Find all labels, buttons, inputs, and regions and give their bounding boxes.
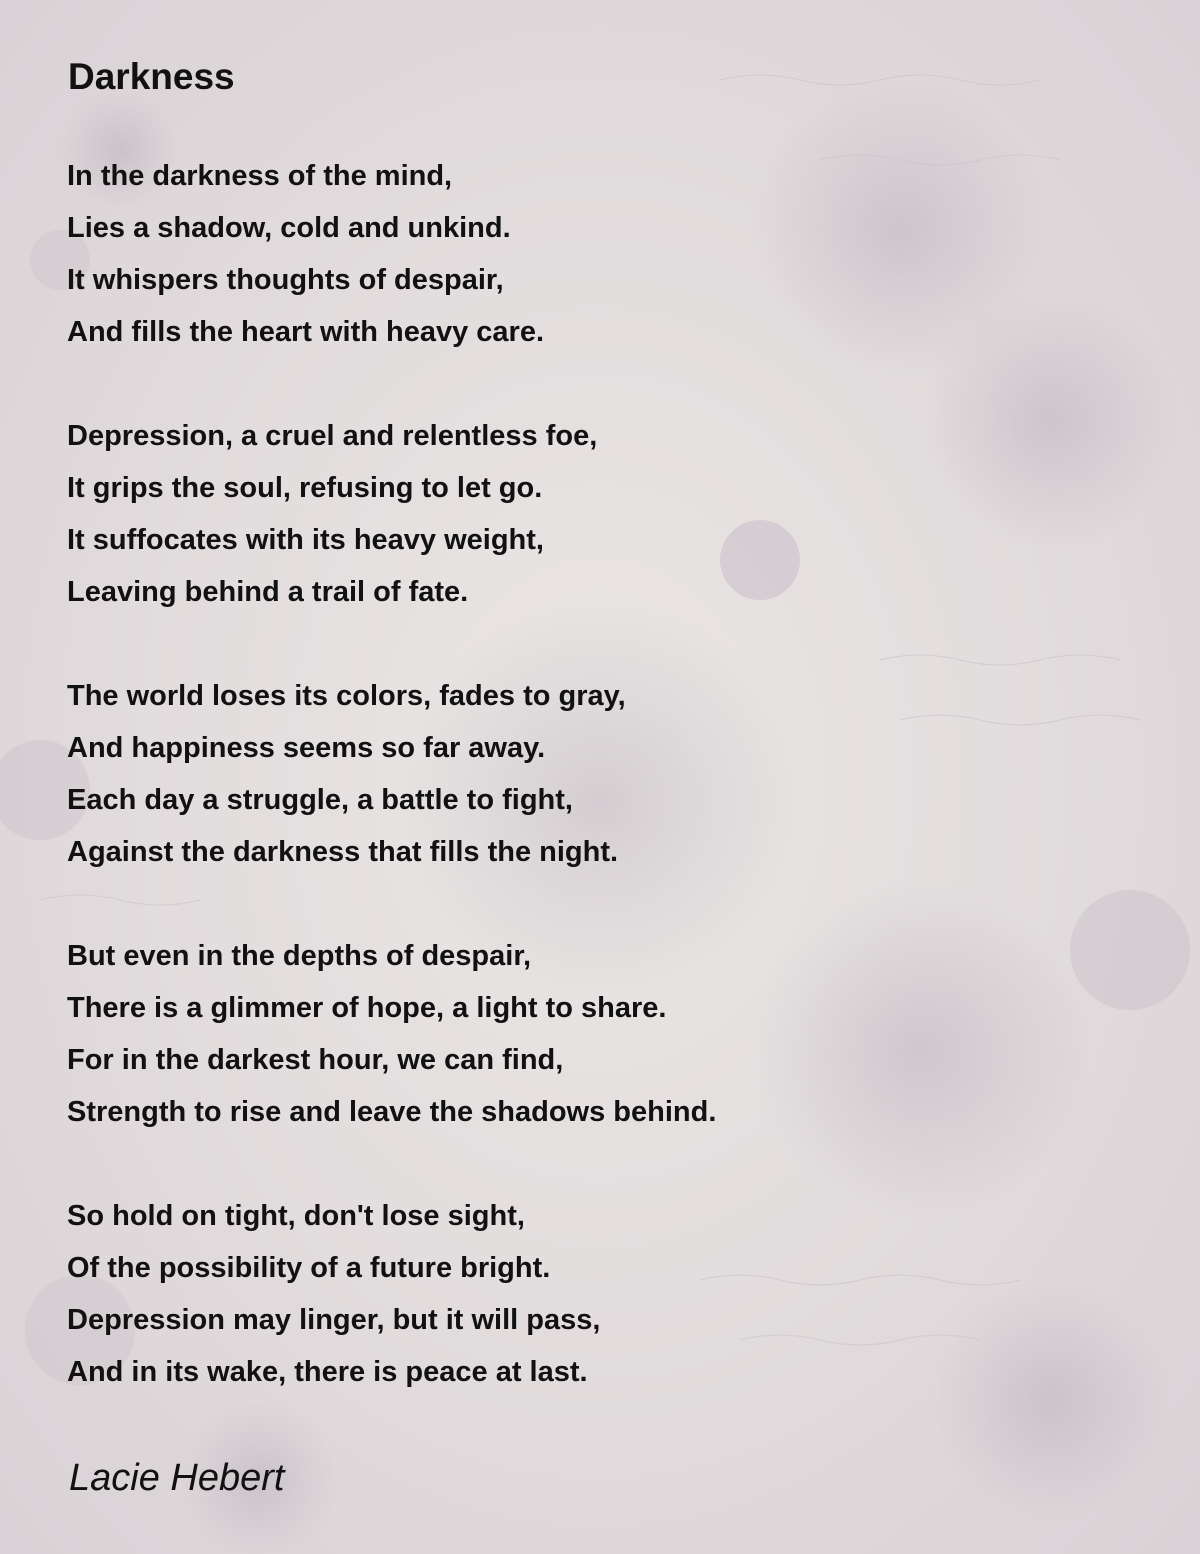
poem-line: Leaving behind a trail of fate. xyxy=(67,576,469,608)
poem-line: And in its wake, there is peace at last. xyxy=(67,1356,588,1388)
poem-line: Strength to rise and leave the shadows behind. xyxy=(67,1096,717,1128)
poem-line: Depression may linger, but it will pass, xyxy=(67,1304,601,1336)
stanza-3 xyxy=(67,670,1147,878)
poem-line: Depression, a cruel and relentless foe, xyxy=(67,420,598,452)
poem-line: The world loses its colors, fades to gray, xyxy=(67,680,626,712)
poem-line: For in the darkest hour, we can find, xyxy=(67,1044,564,1076)
poem-title: Darkness xyxy=(68,56,235,97)
poem-line: Against the darkness that fills the night. xyxy=(67,836,619,868)
stanza-2 xyxy=(67,410,1147,618)
poem-line: And fills the heart with heavy care. xyxy=(67,316,545,348)
poem-line: It suffocates with its heavy weight, xyxy=(67,524,544,556)
stanza-5 xyxy=(67,1190,1147,1398)
poem-line: Of the possibility of a future bright. xyxy=(67,1252,551,1284)
poem-line: So hold on tight, don't lose sight, xyxy=(67,1200,525,1232)
poem-line: But even in the depths of despair, xyxy=(67,940,532,972)
poem-line: It whispers thoughts of despair, xyxy=(67,264,504,296)
poem-line: Lies a shadow, cold and unkind. xyxy=(67,212,511,244)
poem-line: There is a glimmer of hope, a light to share. xyxy=(67,992,667,1024)
poem-line: It grips the soul, refusing to let go. xyxy=(67,472,543,504)
poem-line: In the darkness of the mind, xyxy=(67,160,453,192)
stanza-1 xyxy=(67,150,1147,358)
stanza-4 xyxy=(67,930,1147,1138)
poem-line: Each day a struggle, a battle to fight, xyxy=(67,784,573,816)
poem-body xyxy=(67,150,1147,1450)
poem-author: Lacie Hebert xyxy=(69,1457,285,1499)
poem-line: And happiness seems so far away. xyxy=(67,732,546,764)
